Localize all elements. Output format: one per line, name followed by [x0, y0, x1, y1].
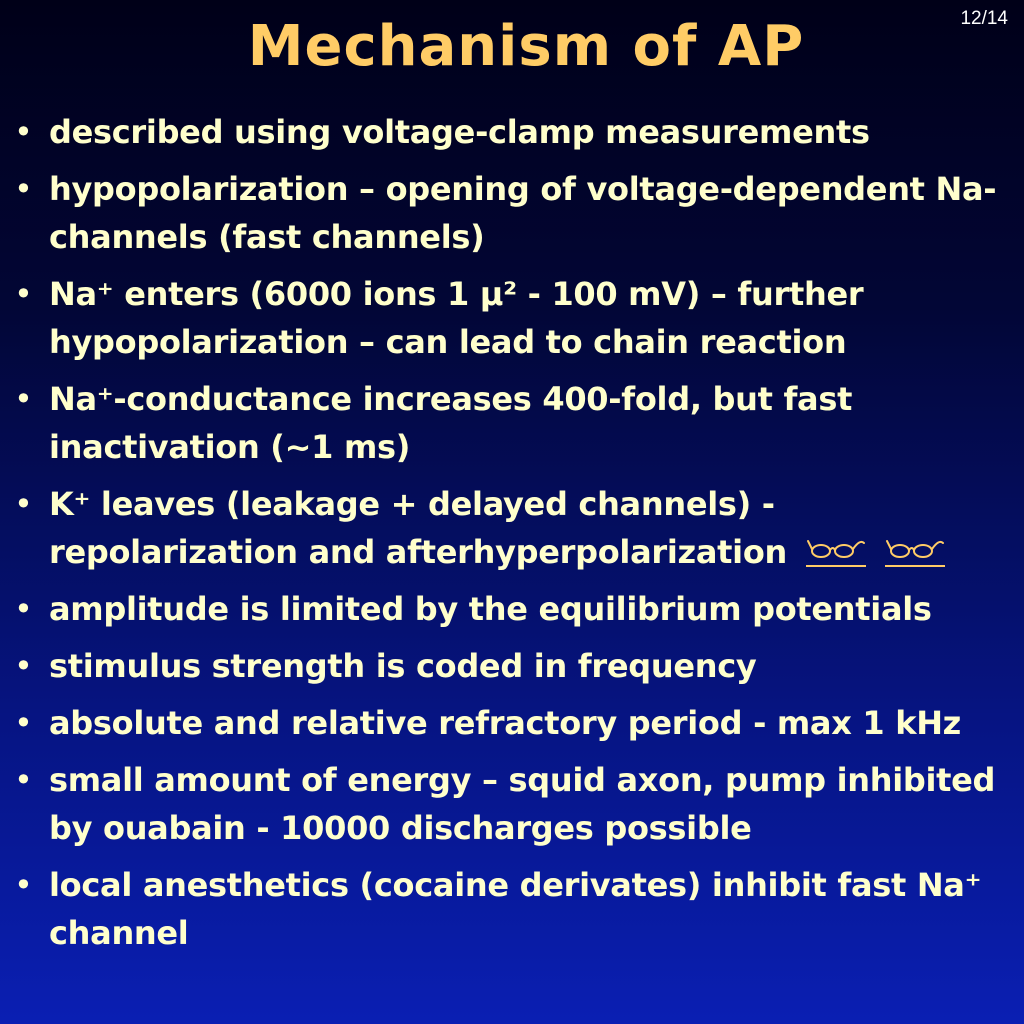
bullet-text: amplitude is limited by the equilibrium potentials [49, 590, 932, 628]
bullet-symbol: • [14, 647, 33, 685]
bullet-text: small amount of energy – squid axon, pump inhibited by ouabain - 10000 discharges possible [49, 761, 996, 847]
page-number: 12/14 [960, 8, 1008, 29]
bullet-text: absolute and relative refractory period - max 1 kHz [49, 704, 961, 742]
bullet-item [14, 108, 1014, 156]
bullet-symbol: • [14, 485, 33, 523]
glasses-icon[interactable] [806, 531, 866, 567]
bullet-symbol: • [14, 704, 33, 742]
bullet-item [14, 642, 1014, 690]
bullet-item [14, 165, 1014, 261]
bullet-list [14, 108, 1014, 966]
bullet-symbol: • [14, 113, 33, 151]
bullet-text: described using voltage-clamp measurements [49, 113, 870, 151]
bullet-item [14, 270, 1014, 366]
bullet-item [14, 756, 1014, 852]
bullet-item [14, 585, 1014, 633]
bullet-text: stimulus strength is coded in frequency [49, 647, 757, 685]
bullet-text: Na⁺ enters (6000 ions 1 μ² - 100 mV) – further hypopolarization – can lead to chain reaction [49, 275, 864, 361]
bullet-item [14, 861, 1014, 957]
bullet-symbol: • [14, 275, 33, 313]
bullet-text: local anesthetics (cocaine derivates) inhibit fast Na⁺ channel [49, 866, 982, 952]
bullet-text: hypopolarization – opening of voltage-dependent Na-channels (fast channels) [49, 170, 997, 256]
bullet-item [14, 699, 1014, 747]
bullet-item [14, 375, 1014, 471]
bullet-item [14, 480, 1014, 576]
slide-title: Mechanism of AP [247, 14, 805, 79]
bullet-text: K⁺ leaves (leakage + delayed channels) - repolarization and afterhyperpolarization [49, 485, 787, 571]
bullet-symbol: • [14, 866, 33, 904]
bullet-symbol: • [14, 761, 33, 799]
bullet-symbol: • [14, 170, 33, 208]
glasses-icon[interactable] [885, 531, 945, 567]
bullet-symbol: • [14, 380, 33, 418]
bullet-text: Na⁺-conductance increases 400-fold, but fast inactivation (~1 ms) [49, 380, 853, 466]
bullet-symbol: • [14, 590, 33, 628]
